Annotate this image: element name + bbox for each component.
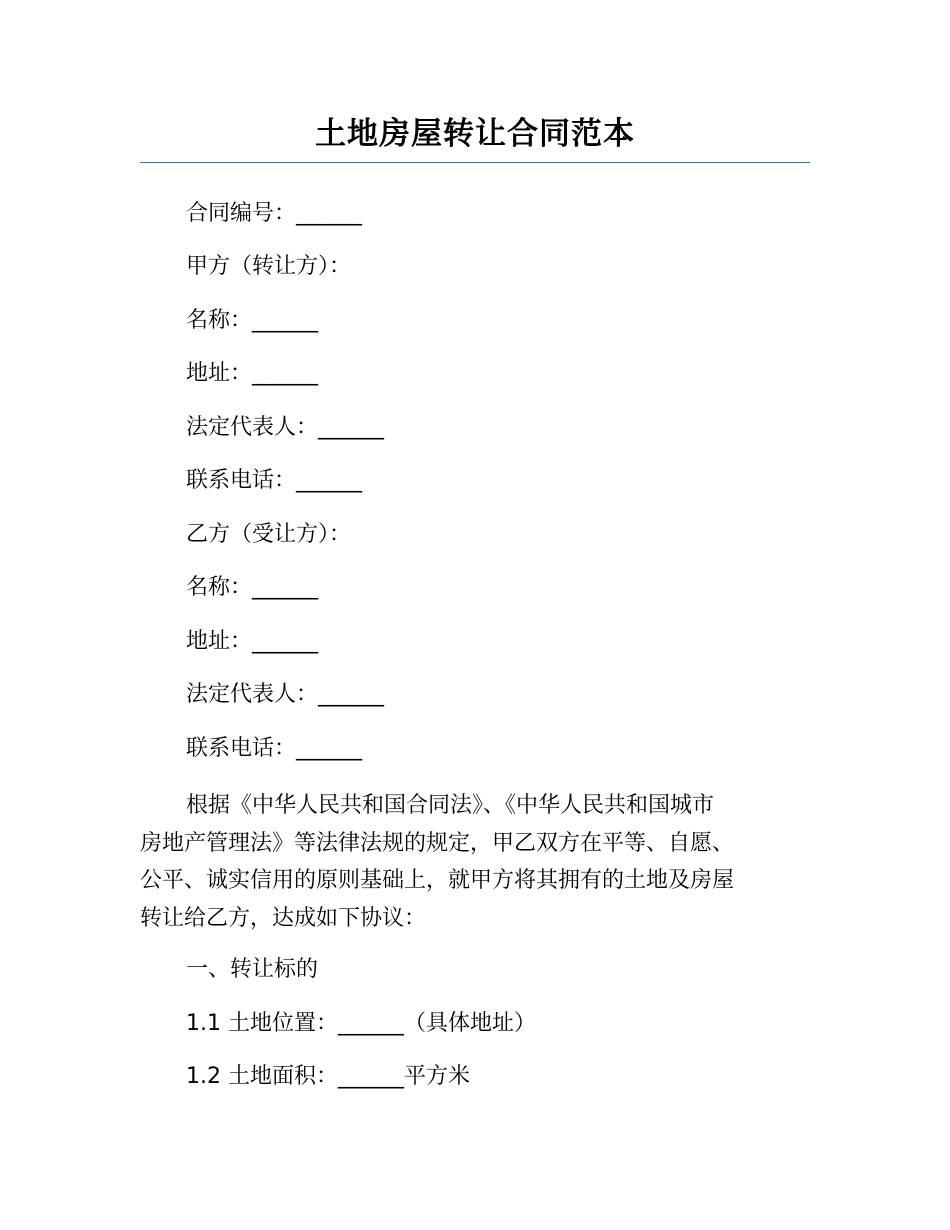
party-b-name-field: 名称：______ (186, 575, 319, 600)
party-a-phone-field: 联系电话：______ (186, 468, 363, 493)
party-a-name-field: 名称：______ (186, 308, 319, 333)
party-a-heading: 甲方（转让方）： (186, 254, 352, 279)
clause-land-location: 1.1 土地位置：______（具体地址） (186, 1011, 536, 1036)
party-a-address-field: 地址：______ (186, 361, 319, 386)
section-heading: 一、转让标的 (186, 957, 319, 982)
party-b-address-field: 地址：______ (186, 629, 319, 654)
party-b-legal-rep-field: 法定代表人：______ (186, 682, 385, 707)
party-b-heading: 乙方（受让方）： (186, 522, 352, 547)
preamble-line: 转让给乙方，达成如下协议： (140, 905, 427, 931)
preamble-line: 房地产管理法》等法律法规的规定，甲乙双方在平等、自愿、 (140, 830, 735, 856)
contract-number-field: 合同编号：______ (186, 201, 363, 226)
preamble-paragraph (140, 787, 812, 937)
party-b-phone-field: 联系电话：______ (186, 736, 363, 761)
preamble-line: 公平、诚实信用的原则基础上，就甲方将其拥有的土地及房屋 (140, 868, 735, 893)
preamble-line: 根据《中华人民共和国合同法》、《中华人民共和国城市 (186, 793, 715, 818)
party-a-legal-rep-field: 法定代表人：______ (186, 415, 385, 440)
title-divider (140, 162, 810, 163)
clause-land-area: 1.2 土地面积：______平方米 (186, 1064, 470, 1089)
document-title: 土地房屋转让合同范本 (315, 116, 635, 152)
